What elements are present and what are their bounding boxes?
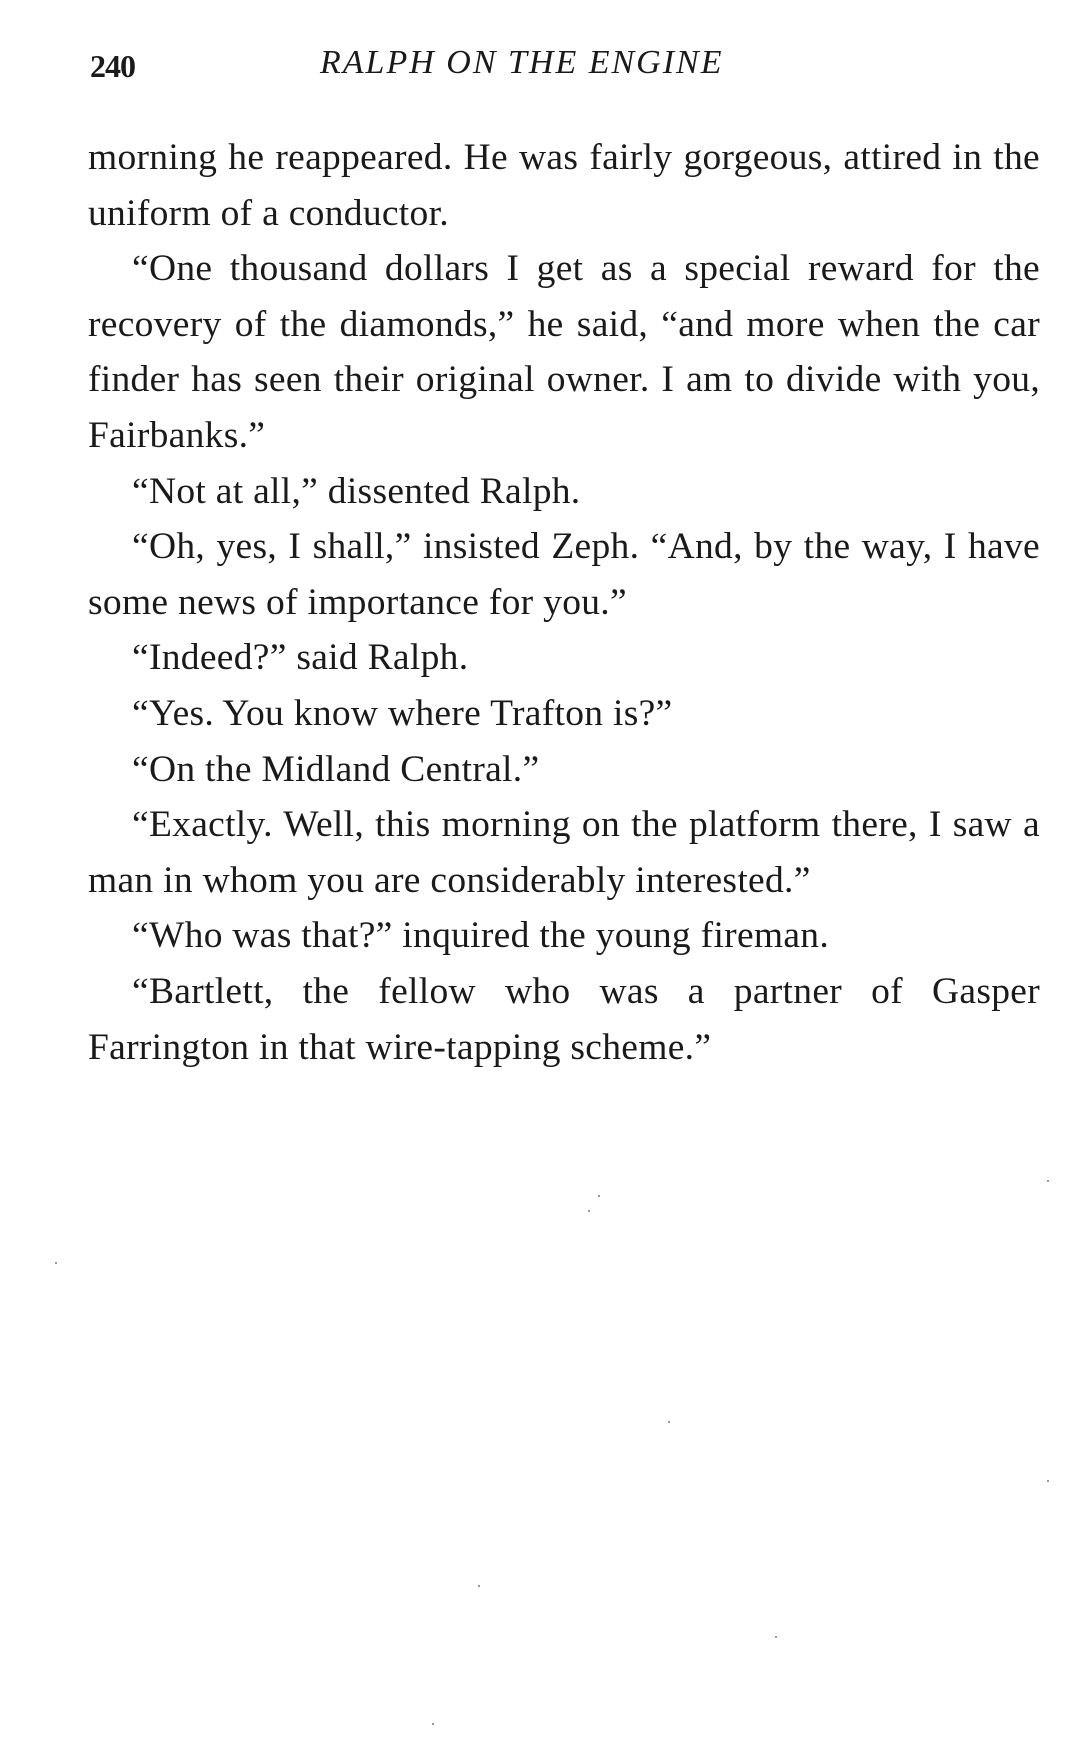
scan-speck: [775, 1636, 777, 1638]
running-head: RALPH ON THE ENGINE: [320, 44, 724, 81]
page-header: [90, 44, 1040, 94]
paragraph: “Yes. You know where Trafton is?”: [132, 692, 673, 734]
paragraph: “One thousand dollars I get as a special reward for the recovery of the diamonds,” he said, “and more when the car finder has seen their original owner. I am to divide with you, Fairbanks.”: [88, 248, 1040, 456]
scan-speck: [1047, 1480, 1049, 1482]
paragraph: “Who was that?” inquired the young fireman.: [132, 915, 830, 957]
paragraph: “Indeed?” said Ralph.: [132, 637, 469, 679]
page-number: 240: [90, 48, 135, 84]
scan-speck: [668, 1421, 670, 1423]
paragraph: “On the Midland Central.”: [132, 748, 540, 790]
paragraph: “Bartlett, the fellow who was a partner of Gasper Farrington in that wire-tapping scheme.”: [88, 970, 1040, 1068]
paragraph: “Exactly. Well, this morning on the platform there, I saw a man in whom you are considerably interested.”: [88, 804, 1040, 901]
paragraph: morning he reappeared. He was fairly gorgeous, attired in the uniform of a conductor.: [88, 137, 1040, 234]
scan-speck: [588, 1210, 590, 1212]
scan-speck: [55, 1262, 57, 1264]
body-text: [88, 130, 1040, 1075]
paragraph: “Not at all,” dissented Ralph.: [132, 470, 581, 512]
scan-speck: [598, 1195, 600, 1197]
scan-speck: [432, 1723, 434, 1725]
scan-speck: [478, 1585, 480, 1587]
scan-speck: [1047, 1180, 1049, 1182]
paragraph: “Oh, yes, I shall,” insisted Zeph. “And, by the way, I have some news of importance for you.”: [88, 526, 1040, 623]
